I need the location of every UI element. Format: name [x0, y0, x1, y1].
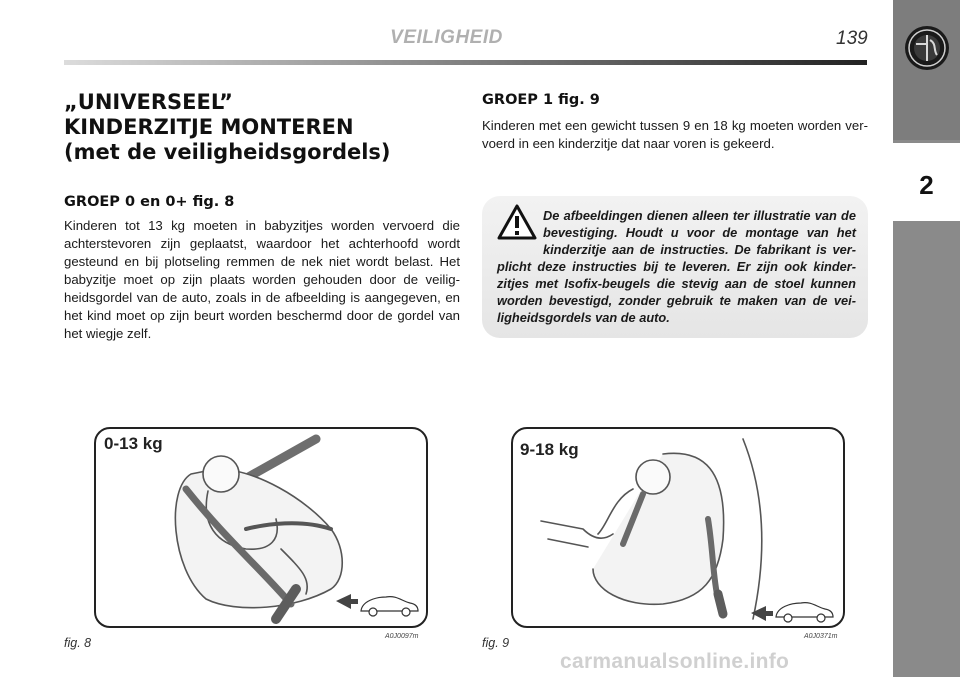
- brand-logo-icon: [903, 24, 951, 72]
- figure-8-code: A0J0097m: [385, 633, 419, 640]
- page-title: [64, 90, 464, 165]
- group0-paragraph: Kinderen tot 13 kg moeten in babyzitjes worden vervoerd die achterstevoren zijn geplaatst, waardoor het achterhoofd wordt gesteund en bij plotseling remmen de nek niet wordt belast. Het babyzitje moet op zijn plaats worden gehouden door de veilig-heidsgordel van de auto, zoals in de afbeelding is aangegeven, en het kind moet op zijn beurt worden beschermd door de gordel van het wiegje zelf.: [64, 218, 460, 341]
- group1-paragraph: Kinderen met een gewicht tussen 9 en 18 kg moeten worden ver-voerd in een kinderzitje dat naar voren is gekeerd.: [482, 118, 868, 151]
- title-line-3: (met de veiligheidsgordels): [64, 140, 391, 164]
- section-title: VEILIGHEID: [390, 27, 503, 48]
- group0-heading: GROEP 0 en 0+ fig. 8: [64, 194, 235, 210]
- header-rule: [64, 60, 867, 65]
- figure-8-illustration: [96, 429, 426, 626]
- watermark: carmanualsonline.info: [560, 650, 790, 673]
- figure-9-caption: fig. 9: [482, 636, 510, 650]
- page-number: 139: [836, 28, 868, 49]
- warning-text: De afbeeldingen dienen alleen ter illustratie van de bevestiging. Houdt u voor de montage van het kinderzitje aan de instructies. De fabrikant is ver-plicht deze instructies bij te leveren. Er zijn ook kinder-zitjes met Isofix-beugels die stevig aan de stoel kunnen worden bevestigd, zonder gebruik te maken van de vei-ligheidsgordels van de auto.: [497, 208, 856, 325]
- figure-8-caption: fig. 8: [64, 636, 92, 650]
- figure-9-code: A0J0371m: [804, 633, 838, 640]
- figure-9-weight-label: 9-18 kg: [520, 440, 579, 459]
- title-line-1: „UNIVERSEEL”: [64, 90, 233, 114]
- figure-8-weight-label: 0-13 kg: [104, 434, 163, 453]
- chapter-number: 2: [919, 170, 934, 200]
- title-line-2: KINDERZITJE MONTEREN: [64, 115, 354, 139]
- group1-heading: GROEP 1 fig. 9: [482, 92, 600, 108]
